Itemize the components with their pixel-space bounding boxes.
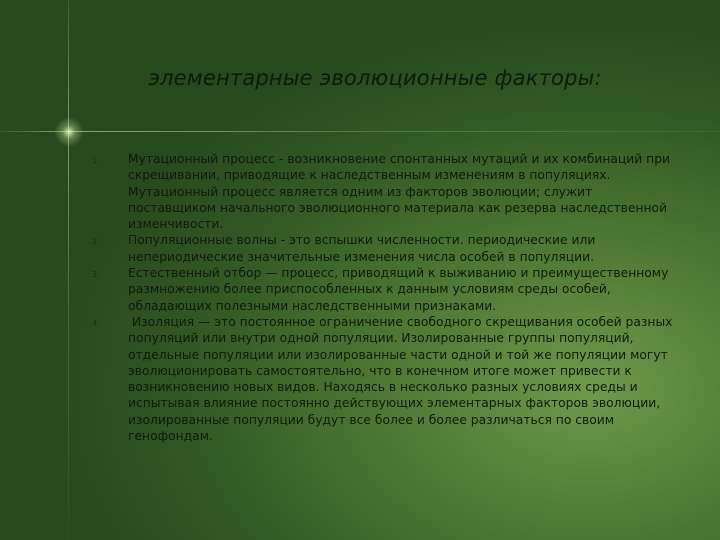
list-item [92,232,682,265]
item-text: Естественный отбор — процесс, приводящий к выживанию и преимущественному размножению более приспособленных к данным условиям среды особей, обладающих полезными наследственными признаками. [128,266,669,313]
item-text: Популяционные волны - это вспышки численности. периодические или непериодические значительные изменения числа особей в популяции. [128,233,596,264]
decorative-horizontal-line [0,131,720,132]
item-text: Изоляция — это постоянное ограничение свободного скрещивания особей разных популяций или внутри одной популяции. Изолированные группы популяций, отдельные популяции или изолированные части одной и той же популяции могут эволюционировать самостоятельно, что в конечном итоге может привести к возникновению новых видов. Находясь в несколько разных условиях среды и испытывая влияние постоянно действующих элементарных факторов эволюции, изолированные популяции будут все более и более различаться по своим генофондам. [128,314,677,444]
item-number: 1. [92,156,100,165]
item-number: 4. [92,318,100,328]
slide-title: элементарные эволюционные факторы: [148,66,602,90]
factor-list [92,151,682,444]
item-number: 2. [92,237,100,247]
item-text: Мутационный процесс - возникновение спонтанных мутаций и их комбинаций при скрещивании, приводящие к наследственным изменениям в популяциях. Мутационный процесс является одним из факторов эволюции; служит поставщиком начального эволюционного материала как резерва наследственной изменчивости. [128,152,670,232]
item-number: 3. [92,270,100,280]
decorative-star-flare [54,117,84,147]
list-item [92,314,682,444]
list-item [92,265,682,314]
list-item [92,151,682,232]
